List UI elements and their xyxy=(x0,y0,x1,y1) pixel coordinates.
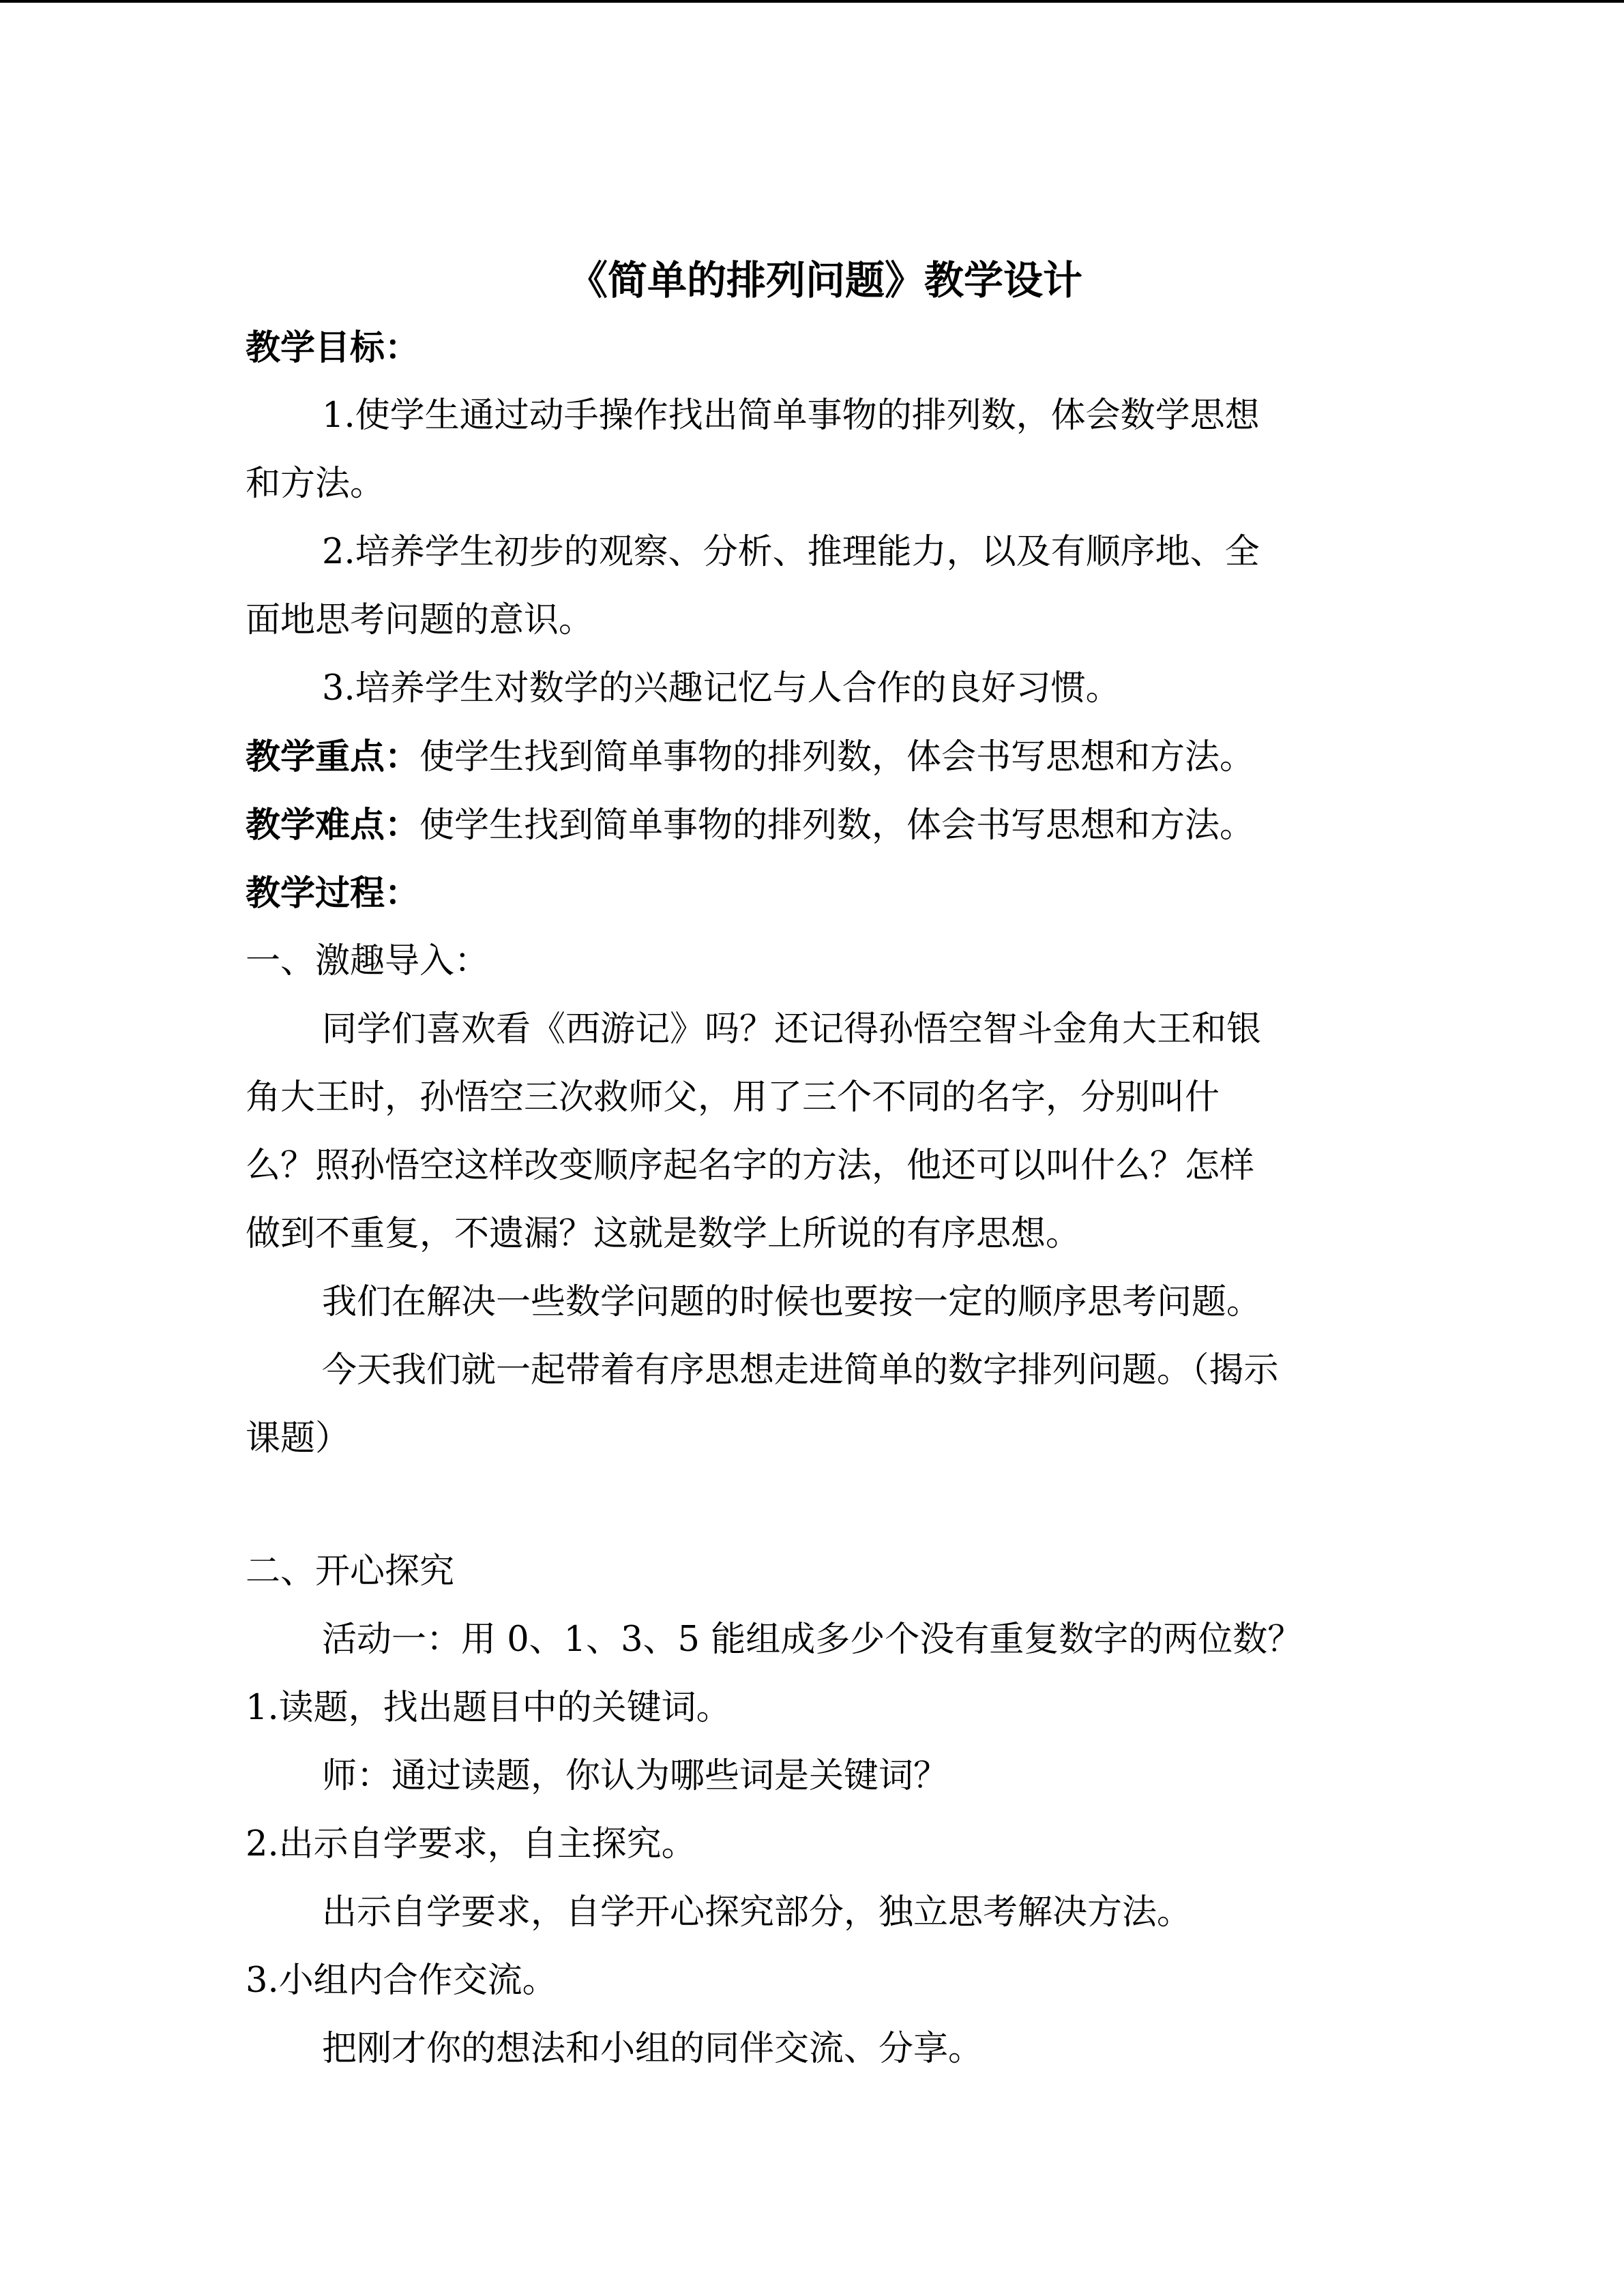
goal-2-line-1: 2.培养学生初步的观察、分析、推理能力，以及有顺序地、全 xyxy=(322,532,1260,572)
intro-paragraph-3-line-2: 课题） xyxy=(246,1418,351,1459)
key-points-label: 教学重点： xyxy=(246,736,420,777)
blank-line xyxy=(246,1473,1378,1538)
difficulty-label: 教学难点： xyxy=(246,805,420,846)
key-points-text: 使学生找到简单事物的排列数，体会书写思想和方法。 xyxy=(419,737,1255,777)
step-2: 2.出示自学要求，自主探究。 xyxy=(246,1824,696,1864)
intro-paragraph-1-line-3: 么？照孙悟空这样改变顺序起名字的方法，他还可以叫什么？怎样 xyxy=(246,1146,1255,1186)
document-title: 《简单的排列问题》教学设计 xyxy=(567,257,1082,303)
step-3: 3.小组内合作交流。 xyxy=(246,1960,557,2001)
document-page xyxy=(246,247,1378,2083)
difficulty-paragraph xyxy=(246,791,1378,859)
section-1-heading: 一、激趣导入： xyxy=(246,941,490,981)
intro-paragraph-1-line-1: 同学们喜欢看《西游记》吗？还记得孙悟空智斗金角大王和银 xyxy=(322,1009,1262,1049)
step-1: 1.读题，找出题目中的关键词。 xyxy=(246,1688,731,1728)
intro-paragraph-1-line-4: 做到不重复，不遗漏？这就是数学上所说的有序思想。 xyxy=(246,1214,1081,1254)
process-heading: 教学过程： xyxy=(246,873,420,914)
goal-3: 3.培养学生对数学的兴趣记忆与人合作的良好习惯。 xyxy=(322,668,1121,709)
key-points-paragraph xyxy=(246,723,1378,791)
intro-paragraph-2: 我们在解决一些数学问题的时候也要按一定的顺序思考问题。 xyxy=(322,1282,1262,1322)
goal-1-line-1: 1.使学生通过动手操作找出简单事物的排列数，体会数学思想 xyxy=(322,396,1260,436)
page-top-border xyxy=(0,0,1624,3)
activity-1: 活动一：用 0、1、3、5 能组成多少个没有重复数字的两位数？ xyxy=(322,1620,1303,1660)
step-1-teacher-question: 师：通过读题，你认为哪些词是关键词？ xyxy=(322,1756,949,1796)
step-3-detail: 把刚才你的想法和小组的同伴交流、分享。 xyxy=(322,2029,984,2069)
goals-heading: 教学目标： xyxy=(246,327,420,368)
intro-paragraph-3-line-1: 今天我们就一起带着有序思想走进简单的数字排列问题。（揭示 xyxy=(322,1350,1279,1390)
difficulty-text: 使学生找到简单事物的排列数，体会书写思想和方法。 xyxy=(419,805,1255,846)
step-2-detail: 出示自学要求，自学开心探究部分，独立思考解决方法。 xyxy=(322,1892,1192,1933)
section-2-heading: 二、开心探究 xyxy=(246,1551,455,1592)
goal-2-line-2: 面地思考问题的意识。 xyxy=(246,600,594,640)
goal-1-line-2: 和方法。 xyxy=(246,464,385,504)
intro-paragraph-1-line-2: 角大王时，孙悟空三次救师父，用了三个不同的名字，分别叫什 xyxy=(246,1077,1220,1118)
